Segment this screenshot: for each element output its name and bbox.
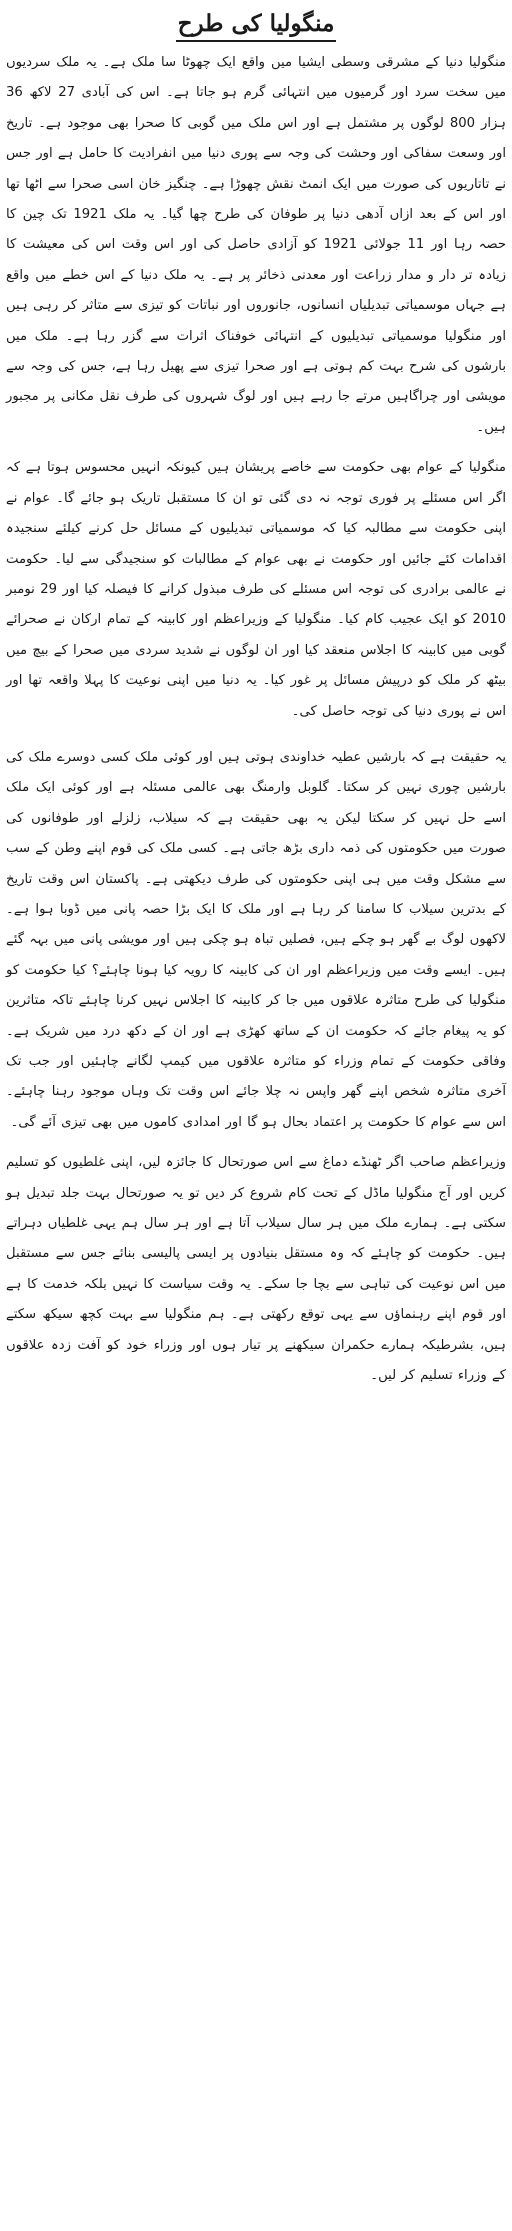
paragraph-gap: [6, 443, 506, 453]
article-body: [6, 48, 506, 1391]
paragraph-gap: [6, 1138, 506, 1148]
article-paragraph-2: منگولیا کے عوام بھی حکومت سے خاصے پریشان ہیں کیونکہ انہیں محسوس ہوتا ہے کہ اگر اس مسئلے پر فوری توجہ نہ دی گئی تو ان کا مستقبل تاریک ہو جائے گا۔ عوام نے اپنی حکومت سے مطالبہ کیا کہ موسمیاتی تبدیلیوں کے مسائل حل کرنے کیلئے سنجیدہ اقدامات کئے جائیں اور حکومت نے بھی عوام کے مطالبات کو سنجیدگی سے لیا۔ حکومت نے عالمی برادری کی توجہ اس مسئلے کی طرف مبذول کرانے کا فیصلہ کیا اور 29 نومبر 2010 کو ایک عجیب کام کیا۔ منگولیا کے وزیراعظم اور کابینہ کے تمام ارکان نے صحرائے گوبی میں کابینہ کا اجلاس منعقد کیا اور ان لوگوں نے شدید سردی میں صحرا کے بیچ میں بیٹھ کر ملک کو درپیش مسائل پر غور کیا۔ یہ دنیا میں اپنی نوعیت کا پہلا واقعہ تھا اور اس نے پوری دنیا کی توجہ حاصل کی۔: [6, 460, 507, 719]
article-paragraph-1: منگولیا دنیا کے مشرقی وسطی ایشیا میں واقع ایک چھوٹا سا ملک ہے۔ یہ ملک سردیوں میں سخت سرد اور گرمیوں میں انتہائی گرم ہو جاتا ہے۔ اس کی آبادی 27 لاکھ 36 ہزار 800 لوگوں پر مشتمل ہے اور اس ملک میں گوبی کا صحرا بھی موجود ہے۔ تاریخ اور وسعت سفاکی اور وحشت کی وجہ سے پوری دنیا میں انفرادیت کا حامل ہے اور جس نے تاتاریوں کی صورت میں ایک انمٹ نقش چھوڑا ہے۔ چنگیز خان اسی صحرا سے اٹھا تھا اور اس کے بعد ازاں آدھی دنیا پر طوفان کی طرح چھا گیا۔ یہ ملک 1921 تک چین کا حصہ رہا اور 11 جولائی 1921 کو آزادی حاصل کی اور اس وقت اس کی معیشت کا زیادہ تر دار و مدار زراعت اور معدنی ذخائر پر ہے۔ یہ ملک دنیا کے اس خطے میں واقع ہے جہاں موسمیاتی تبدیلیاں انسانوں، جانوروں اور نباتات کو تیزی سے متاثر کر رہی ہیں اور منگولیا موسمیاتی تبدیلیوں کے انتہائی خوفناک اثرات سے گزر رہا ہے۔ ملک میں بارشوں کی شرح بہت کم ہوتی ہے اور صحرا تیزی سے پھیل رہا ہے، جس کی وجہ سے مویشی اور چراگاہیں مرتے جا رہے ہیں اور لوگ شہروں کی طرف نقل مکانی پر مجبور ہیں۔: [6, 55, 507, 435]
title-wrap: [6, 0, 506, 46]
article-paragraph-3: یہ حقیقت ہے کہ بارشیں عطیہ خداوندی ہوتی ہیں اور کوئی ملک کسی دوسرے ملک کی بارشیں چوری نہیں کر سکتا۔ گلوبل وارمنگ بھی عالمی مسئلہ ہے اور کوئی ایک ملک اسے حل نہیں کر سکتا لیکن یہ بھی حقیقت ہے کہ سیلاب، زلزلے اور طوفانوں کی صورت میں حکومتوں کی ذمہ داری بڑھ جاتی ہے۔ کسی ملک کی قوم اپنے وطن کے سب سے مشکل وقت میں ہی اپنی حکومتوں کی طرف دیکھتی ہے۔ پاکستان اس وقت تاریخ کے بدترین سیلاب کا سامنا کر رہا ہے اور ملک کا ایک بڑا حصہ پانی میں ڈوبا ہوا ہے۔ لاکھوں لوگ بے گھر ہو چکے ہیں، فصلیں تباہ ہو چکی ہیں اور مویشی پانی میں بہہ گئے ہیں۔ ایسے وقت میں وزیراعظم اور ان کی کابینہ کا رویہ کیا ہونا چاہئے؟ کیا حکومت کو منگولیا کی طرح متاثرہ علاقوں میں جا کر کابینہ کا اجلاس نہیں کرنا چاہئے تاکہ متاثرین کو یہ پیغام جائے کہ حکومت ان کے ساتھ کھڑی ہے اور ان کے دکھ درد میں شریک ہے۔ وفاقی حکومت کے تمام وزراء کو متاثرہ علاقوں میں کیمپ لگانے چاہئیں اور جب تک آخری متاثرہ شخص اپنے گھر واپس نہ چلا جائے اس وقت تک وہاں موجود رہنا چاہئے۔ اس سے عوام کا حکومت پر اعتماد بحال ہو گا اور امدادی کاموں میں بھی تیزی آئے گی۔: [6, 749, 506, 1130]
paragraph-gap: [6, 727, 506, 743]
article-title: منگولیا کی طرح: [176, 10, 337, 42]
article-paragraph-4: وزیراعظم صاحب اگر ٹھنڈے دماغ سے اس صورتحال کا جائزہ لیں، اپنی غلطیوں کو تسلیم کریں اور آج منگولیا ماڈل کے تحت کام شروع کر دیں تو یہ صورتحال بہت جلد تبدیل ہو سکتی ہے۔ ہمارے ملک میں ہر سال سیلاب آتا ہے اور ہر سال ہم یہی غلطیاں دہراتے ہیں۔ حکومت کو چاہئے کہ وہ مستقل بنیادوں پر ایسی پالیسی بنائے جس سے مستقبل میں اس نوعیت کی تباہی سے بچا جا سکے۔ یہ وقت سیاست کا نہیں بلکہ خدمت کا ہے اور قوم اپنے رہنماؤں سے یہی توقع رکھتی ہے۔ ہم منگولیا سے بہت کچھ سیکھ سکتے ہیں، بشرطیکہ ہمارے حکمران سیکھنے پر تیار ہوں اور وزراء خود کو آفت زدہ علاقوں کے وزراء تسلیم کر لیں۔: [6, 1155, 506, 1384]
